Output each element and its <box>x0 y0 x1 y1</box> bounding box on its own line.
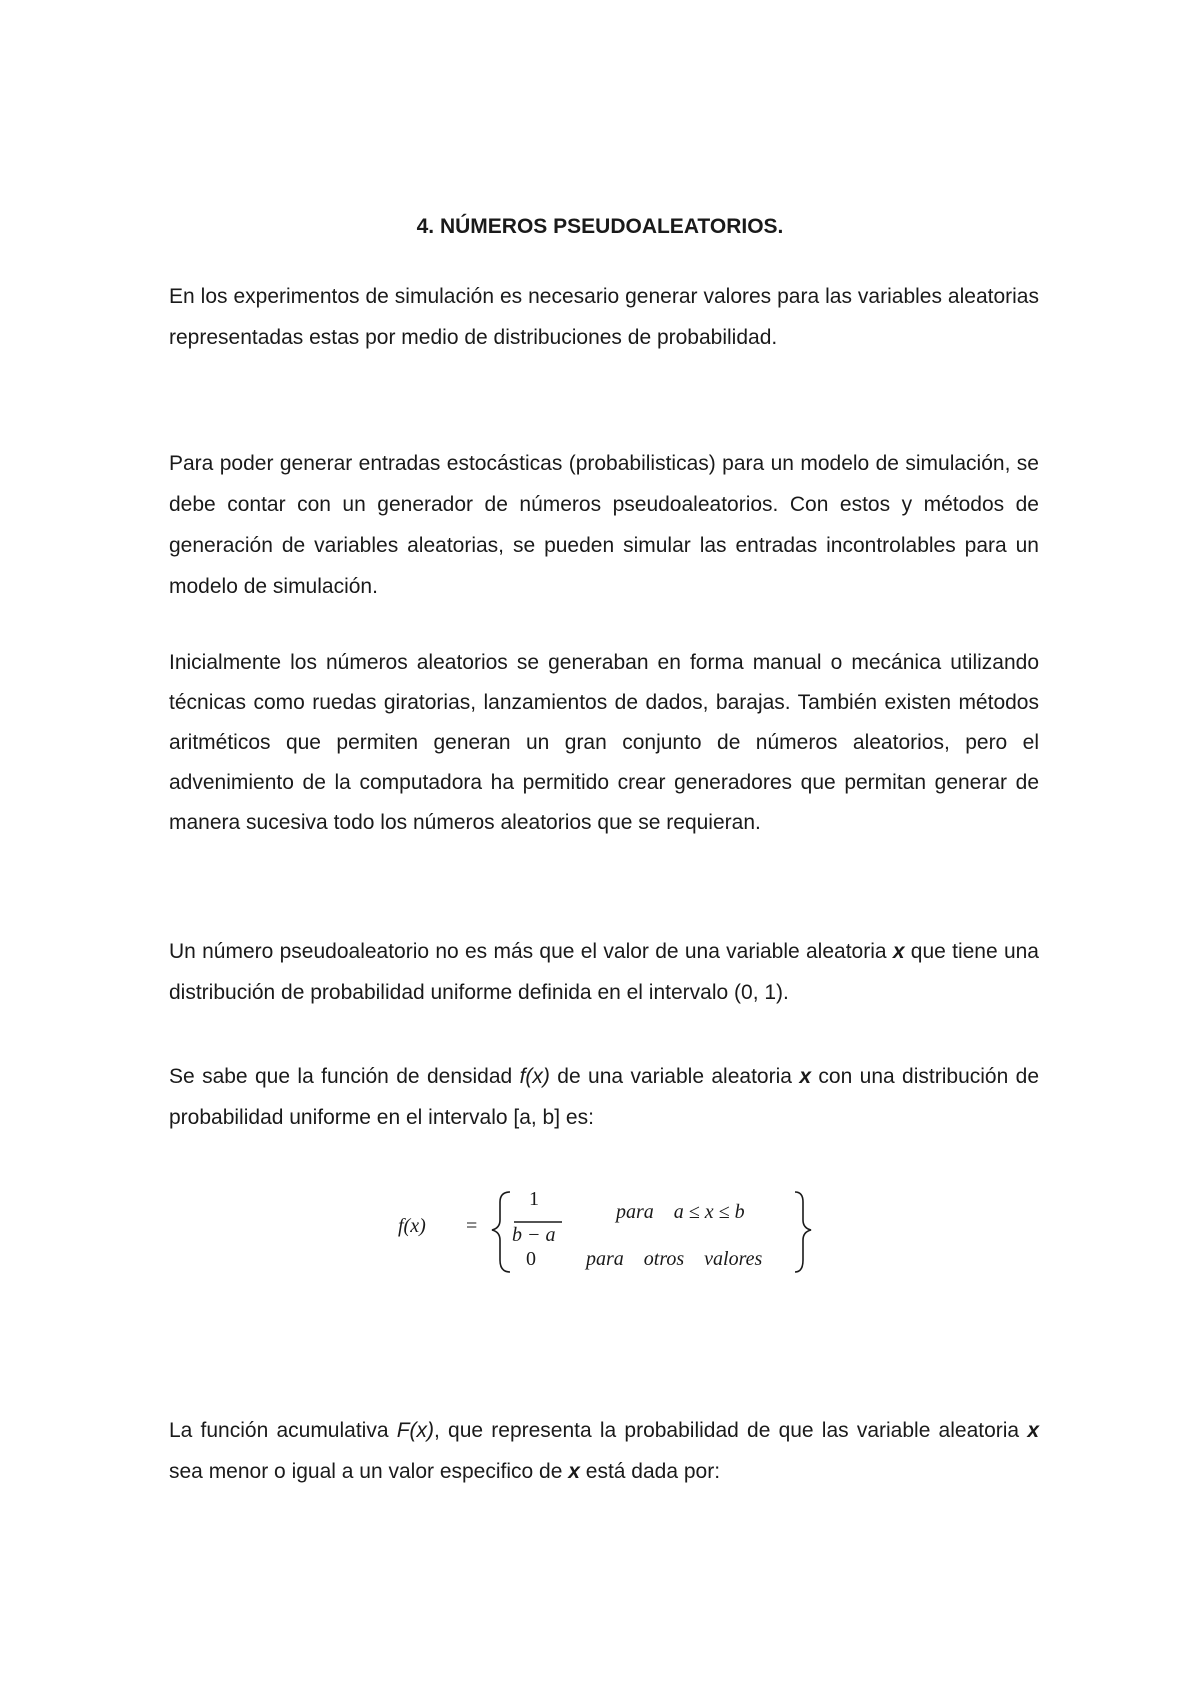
formula-condition-2: para otros valores <box>586 1248 763 1270</box>
section-title: 4. NÚMEROS PSEUDOALEATORIOS. <box>416 215 784 238</box>
paragraph-intro: En los experimentos de simulación es necesario generar valores para las variables aleatorias representadas estas por medio de distribuciones de probabilidad. <box>169 285 1039 349</box>
paragraph-density <box>169 1056 1039 1138</box>
paragraph-definition <box>169 931 1039 1013</box>
text-span: La función acumulativa <box>169 1419 397 1442</box>
variable-x: x <box>892 940 905 963</box>
formula-equals: = <box>466 1215 478 1237</box>
paragraph-cumulative <box>169 1410 1039 1492</box>
text-span: sea menor o igual a un valor especifico de <box>169 1460 569 1483</box>
formula-zero: 0 <box>526 1248 536 1270</box>
text-span: que tiene una distribución de probabilidad uniforme definida en el intervalo (0, 1). <box>169 940 1039 1004</box>
variable-x: x <box>799 1065 812 1088</box>
variable-x: x <box>1027 1419 1039 1442</box>
text-span: de una variable aleatoria <box>549 1065 800 1088</box>
text-span: , que representa la probabilidad de que las variable aleatoria <box>434 1419 1028 1442</box>
function-fx: f(x) <box>519 1065 550 1088</box>
density-formula <box>398 1188 818 1268</box>
paragraph-history: Inicialmente los números aleatorios se generaban en forma manual o mecánica utilizando técnicas como ruedas giratorias, lanzamientos de dados, barajas. También existen métodos aritméticos que permiten generan un gran conjunto de números aleatorios, pero el advenimiento de la computadora ha permitido crear generadores que permitan generar de manera sucesiva todo los números aleatorios que se requieran. <box>169 651 1039 834</box>
paragraph-generator: Para poder generar entradas estocásticas (probabilisticas) para un modelo de simulación, se debe contar con un generador de números pseudoaleatorios. Con estos y métodos de generación de variables aleatorias, se pueden simular las entradas incontrolables para un modelo de simulación. <box>169 452 1039 598</box>
text-span: con una distribución de probabilidad uniforme en el intervalo [a, b] es: <box>169 1065 1040 1129</box>
formula-lhs: f(x) <box>398 1215 426 1237</box>
formula-condition-1: para a ≤ x ≤ b <box>616 1201 745 1223</box>
function-Fx: F(x) <box>396 1419 435 1442</box>
formula-numerator: 1 <box>529 1188 539 1210</box>
formula-denominator: b − a <box>512 1224 556 1246</box>
text-span: Un número pseudoaleatorio no es más que el valor de una variable aleatoria <box>169 940 893 963</box>
text-span: Se sabe que la función de densidad <box>169 1065 520 1088</box>
text-span: está dada por: <box>579 1460 721 1483</box>
variable-x: x <box>568 1460 580 1483</box>
